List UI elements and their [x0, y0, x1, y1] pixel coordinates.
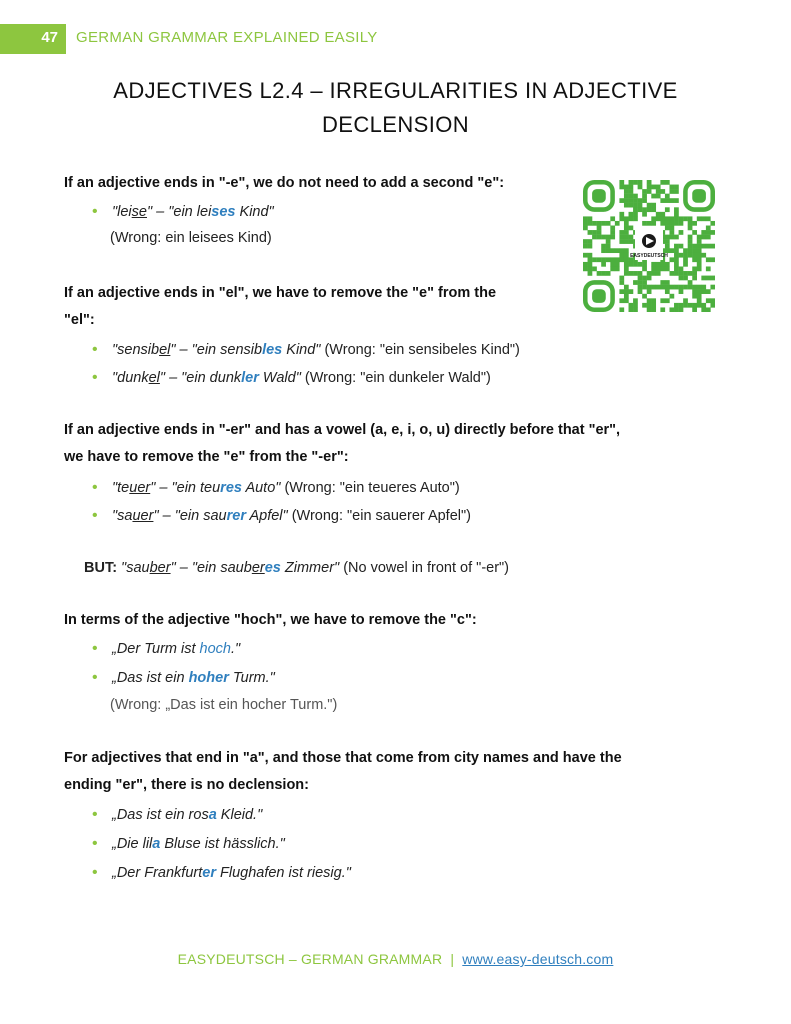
rule-hoch: In terms of the adjective "hoch", we have to remove the "c": [64, 612, 477, 628]
page-title [90, 74, 701, 142]
qr-caption: EASYDEUTSCH [630, 253, 668, 259]
page-footer [0, 951, 791, 967]
bullet-icon: • [92, 341, 98, 358]
list-item: • "leise" – "ein leises Kind" [92, 200, 274, 224]
title-line-1: ADJECTIVES L2.4 – IRREGULARITIES IN ADJECTIVE [113, 78, 678, 103]
rule-ending-el: If an adjective ends in "el", we have to remove the "e" from the "el": [64, 285, 497, 328]
bullet-icon: • [92, 864, 98, 881]
bullet-icon: • [92, 479, 98, 496]
list-item: • „Das ist ein rosa Kleid." [92, 803, 262, 827]
bullet-icon: • [92, 203, 98, 220]
bullet-icon: • [92, 835, 98, 852]
bullet-icon: • [92, 640, 98, 657]
list-item: • „Das ist ein hoher Turm." [92, 666, 275, 690]
list-item: • „Der Turm ist hoch." [92, 637, 240, 661]
list-item: • "sensibel" – "ein sensibles Kind" (Wrong: "ein sensibeles Kind") [92, 338, 520, 362]
bullet-icon: • [92, 806, 98, 823]
title-line-2: DECLENSION [321, 112, 470, 137]
rule-ending-e: If an adjective ends in "-e", we do not need to add a second "e": [64, 175, 505, 191]
rule-no-declension: For adjectives that end in "a", and those that come from city names and have the ending "er", there is no declension: [64, 750, 622, 793]
bullet-icon: • [92, 507, 98, 524]
list-item: • „Die lila Bluse ist hässlich." [92, 832, 285, 856]
footer-text: EASYDEUTSCH – GERMAN GRAMMAR [177, 951, 443, 967]
list-item: • „Der Frankfurter Flughafen ist riesig." [92, 861, 351, 885]
footer-separator: | [450, 951, 455, 967]
header-title: GERMAN GRAMMAR EXPLAINED EASILY [76, 29, 378, 46]
rule-ending-er: If an adjective ends in "-er" and has a vowel (a, e, i, o, u) directly before that "er", we have to remove the "e" from the "-er": [64, 422, 621, 465]
bullet-icon: • [92, 369, 98, 386]
wrong-example: (Wrong: ein leisees Kind) [110, 230, 272, 246]
website-link[interactable]: www.easy-deutsch.com [462, 951, 614, 967]
page-header [0, 24, 791, 54]
list-item: • "teuer" – "ein teures Auto" (Wrong: "ein teueres Auto") [92, 476, 460, 500]
list-item: • "sauer" – "ein saurer Apfel" (Wrong: "ein sauerer Apfel") [92, 504, 471, 528]
wrong-example: (Wrong: „Das ist ein hocher Turm.") [110, 697, 338, 713]
qr-code-image [583, 180, 715, 312]
bullet-icon: • [92, 669, 98, 686]
but-example: BUT: "sauber" – "ein sauberes Zimmer" (No vowel in front of "-er") [84, 560, 510, 576]
list-item: • "dunkel" – "ein dunkler Wald" (Wrong: "ein dunkeler Wald") [92, 366, 491, 390]
page-number: 47 [0, 24, 66, 54]
